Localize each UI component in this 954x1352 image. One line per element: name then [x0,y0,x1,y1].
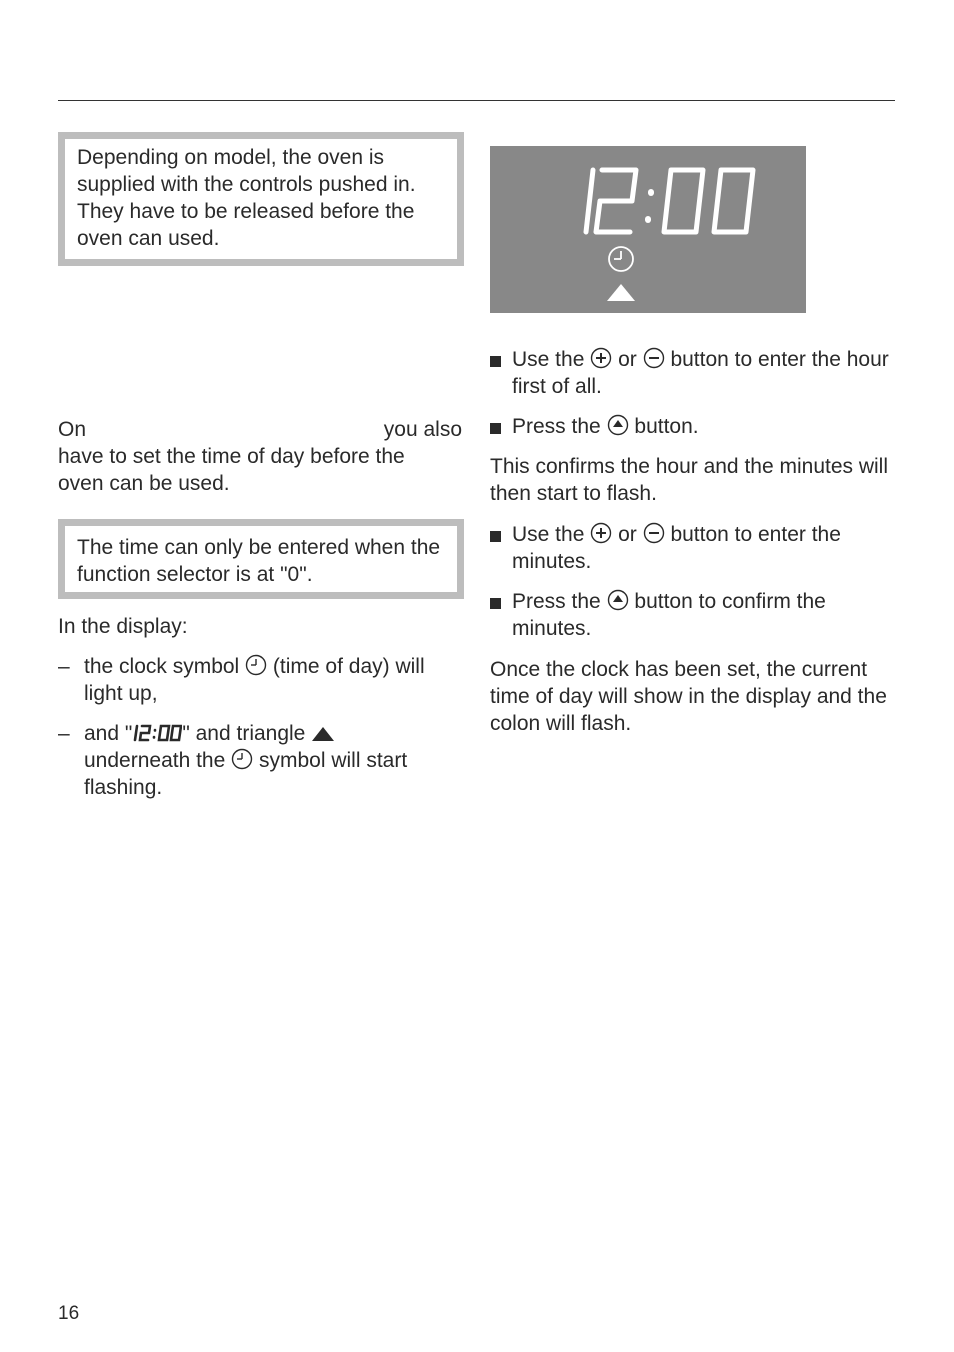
note-controls-text: Depending on model, the oven is supplied with the controls pushed in. They have to be released before the oven can used. [77,146,416,250]
right-column [490,146,895,737]
confirm-hour-paragraph: This confirms the hour and the minutes will then start to flash. [490,455,889,505]
display-heading: In the display: [58,615,188,638]
page-number: 16 [58,1303,80,1324]
intro-start: On [58,418,87,441]
clock-icon [609,247,633,271]
dash-item-flashing: – and " " and triangle underneath the symbol will start flashing. [58,722,408,799]
digit-2 [596,170,636,232]
clock-icon [231,748,253,770]
intro-line3: oven can be used. [58,472,230,495]
left-column [58,132,464,801]
clock-set-paragraph: Once the clock has been set, the current time of day will show in the display and the colon will flash. [490,658,887,735]
step-enter-hour: Use the or button to enter the hour first of all. [490,346,895,400]
step-press-up: Press the button. [490,413,895,440]
digit-0b [714,170,753,232]
plus-circle-icon [590,522,612,544]
display-panel [490,146,806,313]
intro-end: you also [383,418,462,441]
up-triangle-circle-icon [607,589,629,611]
triangle-icon [311,725,335,743]
digit-1 [586,170,593,232]
minus-circle-icon [643,522,665,544]
display-segments [490,146,806,313]
clock-icon [245,654,267,676]
note-box-time [58,519,464,599]
header-rule [58,100,895,101]
digit-0a [664,170,703,232]
up-triangle-circle-icon [607,414,629,436]
dash-item-clock: – the clock symbol (time of day) will light up, [58,655,425,705]
intro-line2: have to set the time of day before the [58,445,405,468]
note-time-text: The time can only be entered when the function selector is at "0". [77,536,441,586]
triangle-icon [607,284,635,301]
plus-circle-icon [590,347,612,369]
intro-paragraph [58,416,464,497]
segment-time-inline [132,723,182,743]
step-confirm-minutes: Press the button to confirm the minutes. [490,588,895,642]
step-enter-minutes: Use the or button to enter the minutes. [490,521,895,575]
note-box-controls [58,132,464,266]
minus-circle-icon [643,347,665,369]
